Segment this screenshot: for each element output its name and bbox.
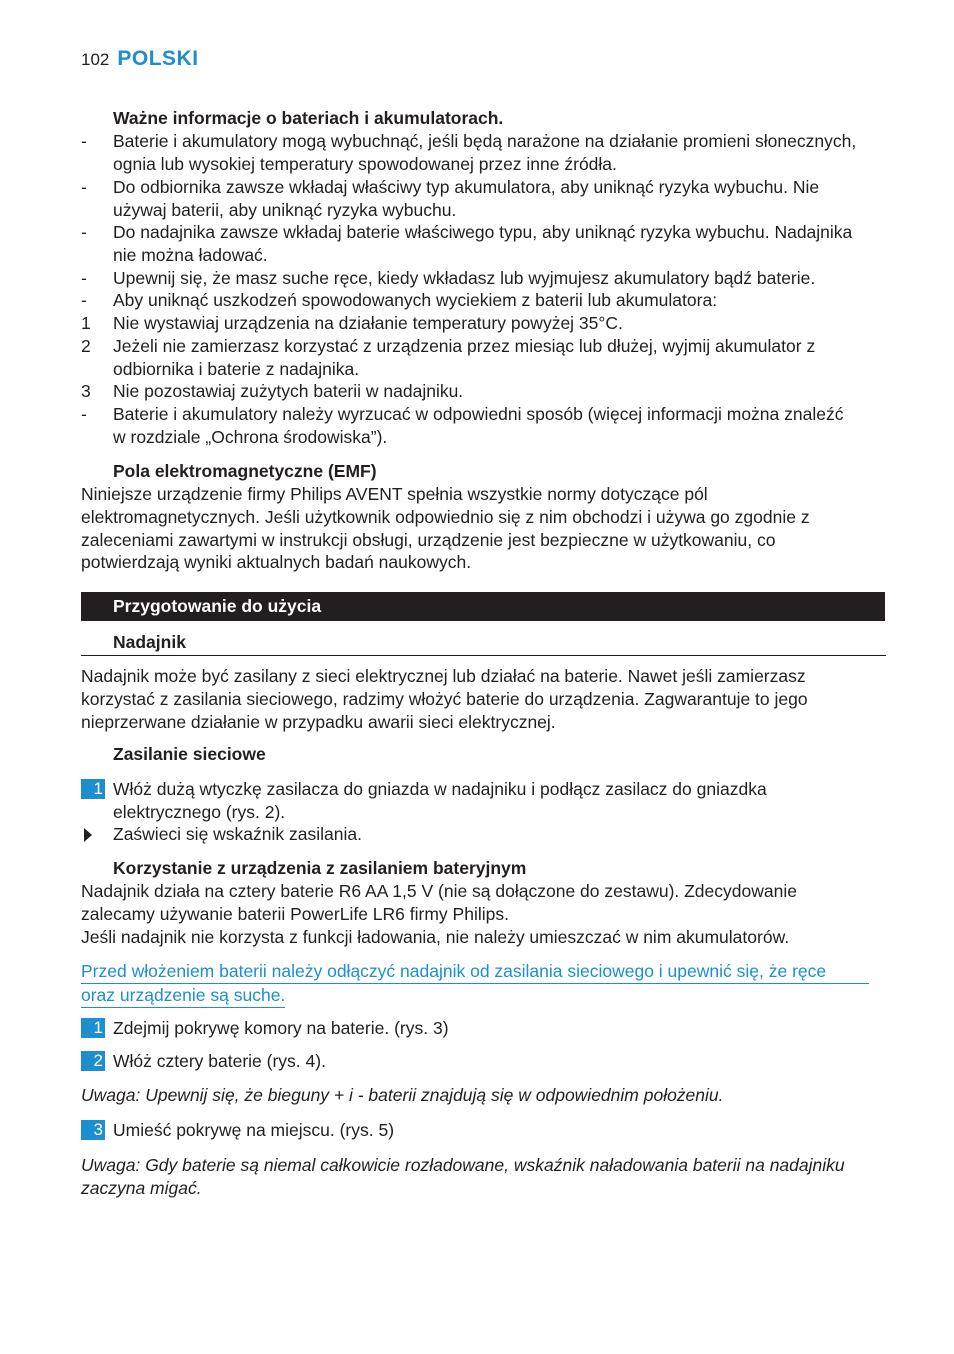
step-number-badge: 1 [81,779,105,799]
step-number-badge: 3 [81,1120,105,1140]
page-header [81,48,199,74]
section-title: Przygotowanie do użycia [113,596,322,616]
step-item: 2 Włóż cztery baterie (rys. 4). [81,1050,881,1073]
step-number-badge: 2 [81,1051,105,1071]
mains-heading: Zasilanie sieciowe [113,744,266,764]
note-text: Uwaga: Gdy baterie są niemal całkowicie rozładowane, wskaźnik naładowania baterii na nadajniku zaczyna migać. [81,1155,845,1198]
step-item: 1 Zdejmij pokrywę komory na baterie. (rys. 3) [81,1017,881,1040]
battery-info-heading: Ważne informacje o bateriach i akumulatorach. [113,108,504,128]
result-item: Zaświeci się wskaźnik zasilania. [81,823,881,846]
list-item: - Do odbiornika zawsze wkładaj właściwy typ akumulatora, aby uniknąć ryzyka wybuchu. Nie używaj baterii, aby uniknąć ryzyka wybuchu. [81,177,820,220]
step-item: 1 Włóż dużą wtyczkę zasilacza do gniazda w nadajniku i podłącz zasilacz do gniazdka elektrycznego (rys. 2). [81,778,881,824]
list-item: - Baterie i akumulatory mogą wybuchnąć, jeśli będą narażone na działanie promieni słonecznych, ognia lub wysokiej temperatury spowodowanej przez inne źródła. [81,131,857,174]
result-arrow-icon [84,828,92,842]
battery-use-heading: Korzystanie z urządzenia z zasilaniem bateryjnym [113,858,527,878]
battery-use-paragraph: Nadajnik działa na cztery baterie R6 AA 1,5 V (nie są dołączone do zestawu). Zdecydowanie zalecamy używanie baterii PowerLife LR6 firmy Philips. Jeśli nadajnik nie korzysta z funkcji ładowania, nie należy umieszczać w nim akumulatorów. [81,881,797,947]
note-text: Uwaga: Upewnij się, że bieguny + i - baterii znajdują się w odpowiednim położeniu. [81,1085,724,1105]
list-item: - Baterie i akumulatory należy wyrzucać w odpowiedni sposób (więcej informacji można znaleźć w rozdziale „Ochrona środowiska”). [81,404,844,447]
emf-paragraph: Niniejsze urządzenie firmy Philips AVENT spełnia wszystkie normy dotyczące pól elektromagnetycznych. Jeśli użytkownik odpowiednio się z nim obchodzi i używa go zgodnie z zaleceniami zawartymi w instrukcji obsługi, urządzenie jest bezpieczne w użytkowaniu, co potwierdzają wyniki aktualnych badań naukowych. [81,484,810,573]
transmitter-heading: Nadajnik [113,632,186,652]
list-item: 3 Nie pozostawiaj zużytych baterii w nadajniku. [81,381,464,401]
list-item: 2 Jeżeli nie zamierzasz korzystać z urządzenia przez miesiąc lub dłużej, wyjmij akumulator z odbiornika i baterie z nadajnika. [81,336,816,379]
page-number: 102 [81,50,110,69]
list-item: 1 Nie wystawiaj urządzenia na działanie temperatury powyżej 35°C. [81,313,623,333]
warning-text: Przed włożeniem baterii należy odłączyć nadajnik od zasilania sieciowego i upewnić się, że ręce oraz urządzenie są suche. [81,960,871,1008]
list-item: - Upewnij się, że masz suche ręce, kiedy wkładasz lub wyjmujesz akumulatory bądź baterie. [81,268,816,288]
list-item: - Aby uniknąć uszkodzeń spowodowanych wyciekiem z baterii lub akumulatora: [81,290,718,310]
heading-divider [81,655,886,656]
step-number-badge: 1 [81,1018,105,1038]
language-label: POLSKI [117,47,199,70]
emf-heading: Pola elektromagnetyczne (EMF) [113,461,377,481]
step-item: 3 Umieść pokrywę na miejscu. (rys. 5) [81,1119,881,1142]
transmitter-paragraph: Nadajnik może być zasilany z sieci elektrycznej lub działać na baterie. Nawet jeśli zamierzasz korzystać z zasilania sieciowego, radzimy włożyć baterie do urządzenia. Zagwarantuje to jego nieprzerwane działanie w przypadku awarii sieci elektrycznej. [81,666,808,732]
list-item: - Do nadajnika zawsze wkładaj baterie właściwego typu, aby uniknąć ryzyka wybuchu. Nadajnika nie można ładować. [81,222,853,265]
section-title-bar [81,592,885,621]
